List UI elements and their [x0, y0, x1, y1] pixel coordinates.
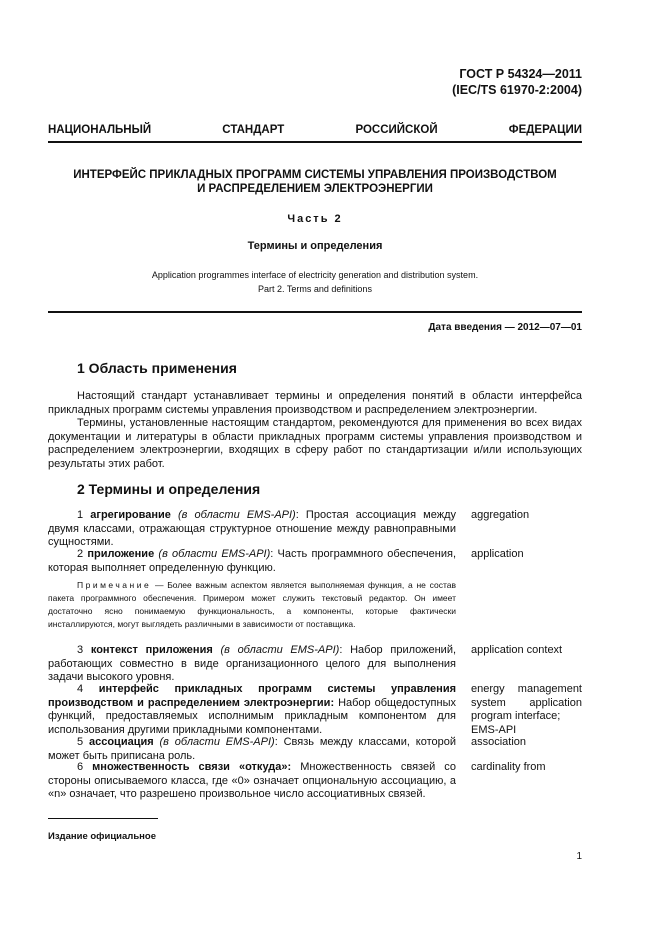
- term-definition: : Простая ассоциация между двумя классами, отражающая структурное отношение между равноправными сущностями.: [48, 509, 456, 548]
- term-entry: [48, 509, 456, 550]
- title-line-2: И РАСПРЕДЕЛЕНИЕМ ЭЛЕКТРОЭНЕРГИИ: [197, 183, 433, 195]
- term-area: (в области EMS-API): [177, 509, 296, 521]
- page-number: 1: [576, 851, 582, 862]
- footer-rule: [48, 818, 158, 819]
- term-number: 4: [77, 683, 84, 695]
- term-number: 3: [77, 644, 84, 656]
- term-entry: [48, 736, 456, 763]
- term-english-line-2: EMS-API: [471, 723, 517, 736]
- term-name: контекст приложения: [90, 644, 213, 656]
- term-english-line-1: energy management system application program interface;: [471, 683, 582, 722]
- term-definition: Множественность связей со стороны описываемого класса, где «0» означает опциональную ассоциацию, а «n» означает, что разрешено произвольное число ассоциативных связей.: [48, 761, 457, 800]
- part-label: Часть 2: [287, 213, 343, 225]
- english-title-line-2: Part 2. Terms and definitions: [258, 284, 372, 294]
- term-english: application: [471, 548, 524, 560]
- gost-number: ГОСТ Р 54324—2011: [459, 67, 582, 81]
- term-english: association: [471, 736, 527, 748]
- section-1-body: [48, 390, 582, 471]
- document-title: [48, 168, 582, 196]
- section-2-heading: 2 Термины и определения: [77, 481, 261, 497]
- scope-paragraph-2: Термины, установленные настоящим стандартом, рекомендуются для применения во всех видах документации и литературы в области прикладных программ системы управления производством и распределением электроэнергии, входящих в сферу работ по стандартизации и/или использующих результаты этих работ.: [48, 417, 582, 470]
- national-standard-heading: НАЦИОНАЛЬНЫЙ СТАНДАРТ РОССИЙСКОЙ ФЕДЕРАЦИИ: [48, 124, 582, 136]
- section-1-heading: 1 Область применения: [77, 360, 237, 376]
- term-name: интерфейс прикладных программ системы управления производством и распределением электроэнергии:: [48, 683, 456, 709]
- note-label: Примечание: [77, 580, 152, 590]
- term-number: 1: [77, 509, 84, 521]
- scope-paragraph-1: Настоящий стандарт устанавливает термины и определения понятий в области интерфейса прикладных программ системы управления производством и распределением электроэнергии.: [48, 390, 582, 416]
- term-name: приложение: [87, 548, 155, 560]
- term-name: множественность связи «откуда»:: [92, 761, 292, 773]
- note-text: — Более важным аспектом является выполняемая функция, а не состав пакета программного обеспечения. Примером может служить текстовый редактор. Он имеет достаточно ясно понимаемую функциональность, а компоненты, которые фактически инсталлируются, могут выглядеть различными в зависимости от поставщика.: [48, 580, 456, 629]
- term-number: 6: [77, 761, 84, 773]
- term-entry: [48, 683, 456, 737]
- term-english: cardinality from: [471, 761, 546, 773]
- term-definition: : Связь между классами, которой может быть приписана роль.: [48, 736, 456, 762]
- title-line-1: ИНТЕРФЕЙС ПРИКЛАДНЫХ ПРОГРАММ СИСТЕМЫ УПРАВЛЕНИЯ ПРОИЗВОДСТВОМ: [73, 169, 557, 181]
- term-entry: [48, 644, 456, 685]
- document-subtitle: Термины и определения: [247, 240, 383, 252]
- term-english: aggregation: [471, 509, 530, 521]
- term-entry: [48, 548, 456, 575]
- english-title-line-1: Application programmes interface of electricity generation and distribution system.: [151, 270, 479, 280]
- term-definition: Набор общедоступных функций, предоставляемых исполнимым прикладным компонентом для использования другими прикладными компонентами.: [48, 696, 456, 736]
- term-number: 2: [77, 548, 84, 560]
- iec-number: (IEC/TS 61970-2:2004): [452, 83, 582, 97]
- term-note: [48, 579, 456, 631]
- term-entry: [48, 761, 456, 802]
- standard-number: [452, 66, 582, 98]
- effective-date: Дата введения — 2012—07—01: [428, 322, 582, 333]
- term-english: [471, 683, 582, 737]
- term-english: application context: [471, 644, 563, 656]
- term-definition: : Часть программного обеспечения, которая выполняет определенную функцию.: [48, 548, 457, 574]
- english-title: [48, 268, 582, 296]
- term-area: (в области EMS-API): [159, 736, 275, 748]
- official-edition-label: Издание официальное: [48, 831, 156, 842]
- term-area: (в области EMS-API): [220, 644, 340, 656]
- term-definition: : Набор приложений, работающих совместно в виде организационного целого для выполнения задачи высокого уровня.: [48, 644, 457, 683]
- term-number: 5: [77, 736, 84, 748]
- term-name: агрегирование: [90, 509, 171, 521]
- header-rule: [48, 141, 582, 143]
- title-rule: [48, 311, 582, 313]
- term-area: (в области EMS-API): [158, 548, 271, 560]
- term-name: ассоциация: [88, 736, 154, 748]
